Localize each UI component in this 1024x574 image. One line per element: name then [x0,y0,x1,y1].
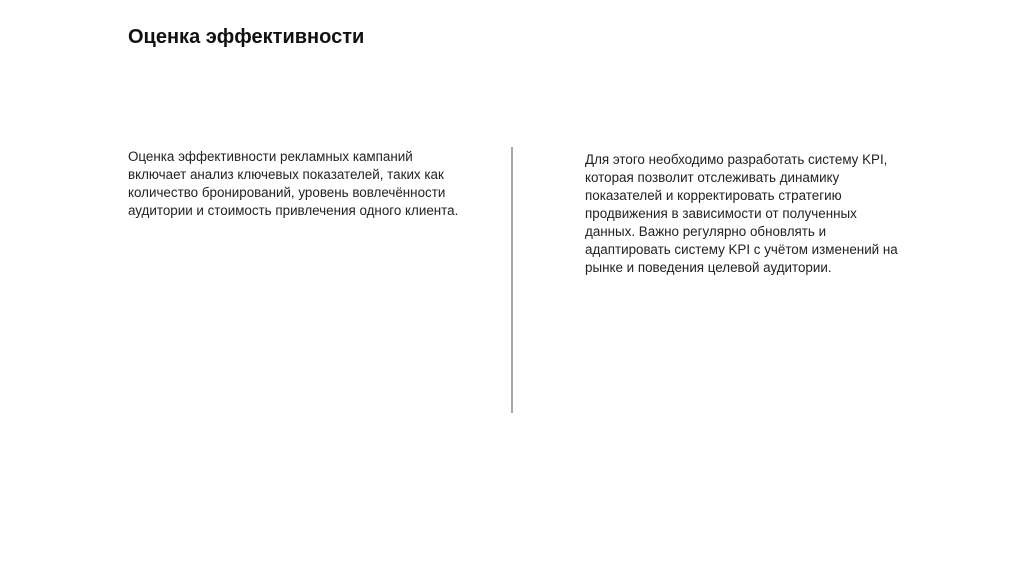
slide-title: Оценка эффективности [128,26,365,48]
right-column-text: Для этого необходимо разработать систему KPI, которая позволит отслеживать динамику показателей и корректировать стратегию продвижения в зависимости от полученных данных. Важно регулярно обновлять и адаптировать систему KPI с учётом изменений на рынке и поведения целевой аудитории. [585,152,898,275]
left-column-text: Оценка эффективности рекламных кампаний включает анализ ключевых показателей, таких как количество бронирований, уровень вовлечённости аудитории и стоимость привлечения одного клиента. [128,149,459,218]
vertical-divider [511,147,513,413]
